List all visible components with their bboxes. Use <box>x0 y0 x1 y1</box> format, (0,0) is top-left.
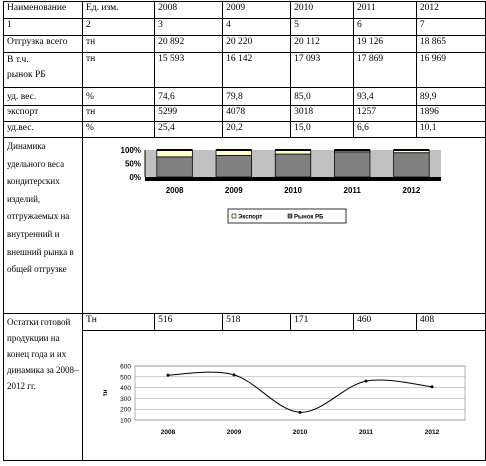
y-axis-label: тн <box>103 389 109 397</box>
stock-point <box>299 411 302 414</box>
row-value: 1257 <box>353 106 416 122</box>
column-number-cell: 6 <box>353 19 416 36</box>
row-value: 79,8 <box>223 88 291 106</box>
bar-cap <box>275 149 311 151</box>
table-row-shipment-total <box>4 36 486 53</box>
bar-cap <box>394 149 430 151</box>
stock-value: 408 <box>416 314 485 331</box>
row-label: уд. вес. <box>4 88 83 106</box>
y-tick-label: 300 <box>120 395 131 403</box>
bar-market-rb <box>157 157 193 177</box>
y-tick-label: 500 <box>120 374 131 382</box>
row-value: 17 869 <box>353 53 416 88</box>
category-label: 2012 <box>424 429 440 436</box>
stock-point <box>431 385 434 388</box>
column-number-cell: 2 <box>83 19 155 36</box>
column-number-cell: 7 <box>416 19 485 36</box>
row-label: уд.вес. <box>4 122 83 138</box>
y-tick-label: 100% <box>120 146 141 155</box>
row-unit: % <box>83 88 155 106</box>
stock-point <box>365 380 368 383</box>
header-cell-unit: Ед. изм. <box>83 2 155 19</box>
category-label: 2010 <box>292 429 308 436</box>
category-label: 2011 <box>343 186 361 195</box>
row-value: 25,4 <box>155 122 223 138</box>
row-value: 20,2 <box>223 122 291 138</box>
row-value: 10,1 <box>416 122 485 138</box>
row-value: 20 220 <box>223 36 291 53</box>
bar-market-rb <box>394 153 430 177</box>
stock-value: 518 <box>223 314 291 331</box>
bar-market-rb <box>216 155 252 177</box>
row-value: 15 593 <box>155 53 223 88</box>
stock-unit: Тн <box>83 314 155 331</box>
legend-label: Рынок РБ <box>294 214 324 221</box>
y-tick-label: 100 <box>120 417 131 425</box>
bar-market-rb <box>334 152 370 177</box>
bar-cap <box>334 149 370 151</box>
stock-chart <box>83 331 485 455</box>
table-row-export-share <box>4 122 486 138</box>
bar-export <box>157 150 193 157</box>
share-chart <box>83 138 485 308</box>
table-row-export <box>4 106 486 122</box>
column-number-cell: 5 <box>291 19 354 36</box>
table-row-share-chart <box>4 138 486 314</box>
stock-value: 171 <box>291 314 354 331</box>
table-row-domestic-market <box>4 53 486 88</box>
stock-point <box>167 374 170 377</box>
row-value: 5299 <box>155 106 223 122</box>
header-row <box>4 2 486 19</box>
header-cell-name: Наименование <box>4 2 83 19</box>
bar-cap <box>216 149 252 151</box>
stock-chart-cell <box>83 331 486 461</box>
row-value: 16 142 <box>223 53 291 88</box>
row-unit: тн <box>83 53 155 88</box>
row-value: 93,4 <box>353 88 416 106</box>
row-value: 17 093 <box>291 53 354 88</box>
stock-point <box>233 373 236 376</box>
row-label: Отгрузка всего <box>4 36 83 53</box>
stock-row-label: Остатки готовой продукции на конец года и их динамика за 2008–2012 гг. <box>4 314 83 461</box>
row-label: экспорт <box>4 106 83 122</box>
stock-value: 516 <box>155 314 223 331</box>
legend-swatch <box>288 214 292 218</box>
y-tick-label: 400 <box>120 385 131 393</box>
row-value: 3018 <box>291 106 354 122</box>
column-number-cell: 3 <box>155 19 223 36</box>
row-unit: тн <box>83 106 155 122</box>
category-label: 2008 <box>160 429 176 436</box>
table-row-stock <box>4 314 486 331</box>
header-cell-2008: 2008 <box>155 2 223 19</box>
row-value: 85,0 <box>291 88 354 106</box>
header-cell-2012: 2012 <box>416 2 485 19</box>
category-label: 2012 <box>402 186 421 195</box>
row-value: 18 865 <box>416 36 485 53</box>
legend-swatch <box>232 214 236 218</box>
row-label: В т.ч. рынок РБ <box>4 53 83 88</box>
column-number-cell: 1 <box>4 19 83 36</box>
stock-series-line <box>168 372 432 412</box>
data-table <box>3 1 486 461</box>
row-value: 4078 <box>223 106 291 122</box>
row-value: 16 969 <box>416 53 485 88</box>
row-unit: тн <box>83 36 155 53</box>
category-label: 2010 <box>284 186 302 195</box>
row-value: 20 112 <box>291 36 354 53</box>
row-value: 1896 <box>416 106 485 122</box>
y-tick-label: 600 <box>120 363 131 371</box>
y-tick-label: 0% <box>129 173 141 182</box>
category-label: 2009 <box>226 429 242 436</box>
y-tick-label: 50% <box>124 159 141 169</box>
header-cell-2011: 2011 <box>353 2 416 19</box>
bar-cap <box>157 149 193 151</box>
y-tick-label: 200 <box>120 406 131 414</box>
row-value: 19 126 <box>353 36 416 53</box>
header-cell-2009: 2009 <box>223 2 291 19</box>
row-value: 74,6 <box>155 88 223 106</box>
row-unit: % <box>83 122 155 138</box>
share-chart-cell <box>83 138 486 314</box>
table-row-domestic-share <box>4 88 486 106</box>
stock-value: 460 <box>353 314 416 331</box>
bar-market-rb <box>275 154 311 177</box>
column-number-cell: 4 <box>223 19 291 36</box>
column-number-row <box>4 19 486 36</box>
plot-floor <box>145 177 441 181</box>
row-value: 89,9 <box>416 88 485 106</box>
row-value: 6,6 <box>353 122 416 138</box>
row-value: 20 892 <box>155 36 223 53</box>
legend-label: Экспорт <box>238 214 263 221</box>
chart-row-label: Динамика удельного веса кондитерских изделий, отгружаемых на внутренний и внешний рынка в общей отгрузке <box>4 138 83 314</box>
header-cell-2010: 2010 <box>291 2 354 19</box>
category-label: 2011 <box>358 429 374 436</box>
category-label: 2008 <box>165 186 184 195</box>
category-label: 2009 <box>224 186 243 195</box>
row-value: 15,0 <box>291 122 354 138</box>
